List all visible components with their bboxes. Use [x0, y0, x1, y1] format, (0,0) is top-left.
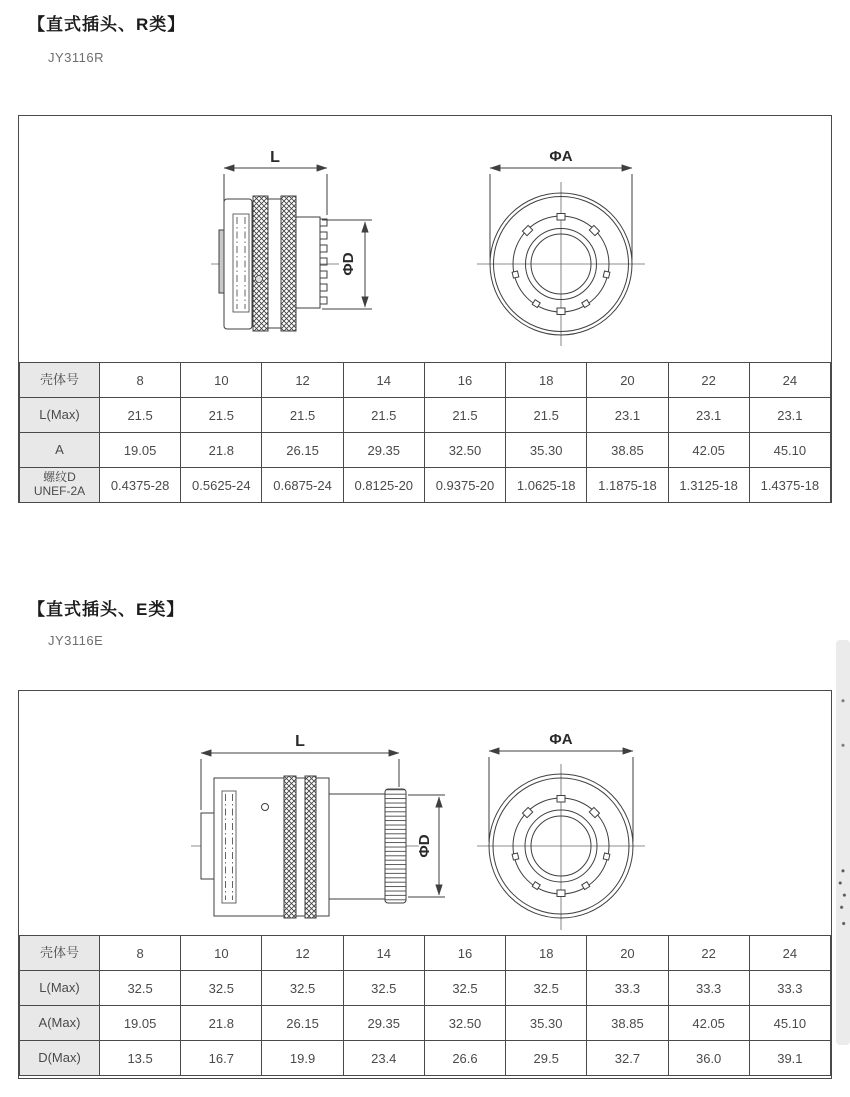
table-cell: 32.5	[262, 971, 343, 1006]
table-cell: 29.35	[343, 1006, 424, 1041]
table-cell: 0.4375-28	[100, 468, 181, 503]
panel-e	[18, 690, 832, 1079]
r-spec-table	[19, 362, 831, 503]
r-dim-diameter	[322, 220, 372, 309]
table-cell: 20	[587, 936, 668, 971]
table-row	[20, 363, 831, 398]
table-cell: 21.8	[181, 433, 262, 468]
panel-r	[18, 115, 832, 503]
table-cell: 35.30	[506, 1006, 587, 1041]
table-cell: 22	[668, 363, 749, 398]
scan-artifact-strip	[836, 640, 850, 1045]
section-title-e: 【直式插头、E类】	[28, 600, 185, 619]
e-diameter-label: ΦD	[416, 834, 433, 858]
table-cell: 24	[749, 936, 830, 971]
e-knurl-band-2	[305, 776, 316, 918]
table-cell: 18	[506, 936, 587, 971]
r-front-view	[477, 182, 645, 346]
table-cell: 32.5	[100, 971, 181, 1006]
table-cell: 12	[262, 936, 343, 971]
table-cell: 23.4	[343, 1041, 424, 1076]
table-cell: 38.85	[587, 1006, 668, 1041]
table-cell: 16	[424, 936, 505, 971]
row-header: 壳体号	[20, 936, 100, 971]
table-cell: 0.8125-20	[343, 468, 424, 503]
table-cell: 21.5	[100, 398, 181, 433]
table-cell: 12	[262, 363, 343, 398]
table-cell: 10	[181, 363, 262, 398]
table-cell: 19.05	[100, 433, 181, 468]
row-header: L(Max)	[20, 398, 100, 433]
table-cell: 33.3	[749, 971, 830, 1006]
table-cell: 23.1	[749, 398, 830, 433]
table-cell: 32.50	[424, 433, 505, 468]
table-cell: 1.0625-18	[506, 468, 587, 503]
table-cell: 21.8	[181, 1006, 262, 1041]
e-length-label: L	[295, 733, 305, 750]
e-type-drawing	[19, 691, 831, 935]
table-cell: 26.15	[262, 1006, 343, 1041]
e-front-diameter-label: ΦA	[549, 731, 573, 748]
table-cell: 14	[343, 363, 424, 398]
table-cell: 8	[100, 363, 181, 398]
table-cell: 1.3125-18	[668, 468, 749, 503]
table-cell: 38.85	[587, 433, 668, 468]
row-header: L(Max)	[20, 971, 100, 1006]
table-cell: 45.10	[749, 433, 830, 468]
table-cell: 21.5	[506, 398, 587, 433]
table-cell: 14	[343, 936, 424, 971]
r-front-diameter-label: ΦA	[549, 148, 573, 165]
table-cell: 21.5	[262, 398, 343, 433]
r-knurl-band-1	[253, 196, 268, 331]
e-coupling-nut	[385, 789, 406, 903]
table-cell: 1.1875-18	[587, 468, 668, 503]
table-cell: 21.5	[424, 398, 505, 433]
table-cell: 32.5	[506, 971, 587, 1006]
table-cell: 10	[181, 936, 262, 971]
table-cell: 16.7	[181, 1041, 262, 1076]
model-code-e: JY3116E	[48, 633, 104, 648]
e-spec-table	[19, 935, 831, 1076]
row-header: 螺纹D UNEF-2A	[20, 468, 100, 503]
table-cell: 21.5	[343, 398, 424, 433]
table-row	[20, 433, 831, 468]
table-cell: 16	[424, 363, 505, 398]
table-cell: 32.5	[343, 971, 424, 1006]
table-cell: 0.9375-20	[424, 468, 505, 503]
table-cell: 0.5625-24	[181, 468, 262, 503]
model-code-r: JY3116R	[48, 50, 105, 65]
table-cell: 33.3	[668, 971, 749, 1006]
table-row	[20, 936, 831, 971]
table-cell: 24	[749, 363, 830, 398]
table-cell: 42.05	[668, 433, 749, 468]
table-cell: 13.5	[100, 1041, 181, 1076]
table-cell: 33.3	[587, 971, 668, 1006]
table-cell: 32.5	[181, 971, 262, 1006]
table-cell: 19.9	[262, 1041, 343, 1076]
table-cell: 26.6	[424, 1041, 505, 1076]
table-cell: 0.6875-24	[262, 468, 343, 503]
table-cell: 32.50	[424, 1006, 505, 1041]
table-cell: 20	[587, 363, 668, 398]
table-row	[20, 398, 831, 433]
r-length-label: L	[270, 149, 280, 166]
table-cell: 26.15	[262, 433, 343, 468]
table-cell: 32.5	[424, 971, 505, 1006]
e-knurl-band-1	[284, 776, 296, 918]
table-cell: 45.10	[749, 1006, 830, 1041]
table-cell: 29.5	[506, 1041, 587, 1076]
table-cell: 8	[100, 936, 181, 971]
r-type-drawing	[19, 116, 831, 362]
table-row	[20, 1041, 831, 1076]
table-cell: 18	[506, 363, 587, 398]
r-side-view	[211, 196, 339, 331]
table-cell: 21.5	[181, 398, 262, 433]
table-cell: 39.1	[749, 1041, 830, 1076]
table-cell: 1.4375-18	[749, 468, 830, 503]
table-cell: 23.1	[587, 398, 668, 433]
r-diameter-label: ΦD	[340, 252, 357, 276]
table-cell: 22	[668, 936, 749, 971]
table-cell: 35.30	[506, 433, 587, 468]
table-row	[20, 468, 831, 503]
row-header: D(Max)	[20, 1041, 100, 1076]
r-knurl-band-2	[281, 196, 296, 331]
table-cell: 32.7	[587, 1041, 668, 1076]
row-header: 壳体号	[20, 363, 100, 398]
row-header: A(Max)	[20, 1006, 100, 1041]
table-cell: 36.0	[668, 1041, 749, 1076]
table-row	[20, 1006, 831, 1041]
e-front-view	[477, 764, 645, 930]
table-row	[20, 971, 831, 1006]
table-cell: 23.1	[668, 398, 749, 433]
table-cell: 19.05	[100, 1006, 181, 1041]
table-cell: 29.35	[343, 433, 424, 468]
section-title-r: 【直式插头、R类】	[28, 15, 186, 34]
e-side-view	[191, 776, 419, 918]
table-cell: 42.05	[668, 1006, 749, 1041]
row-header: A	[20, 433, 100, 468]
